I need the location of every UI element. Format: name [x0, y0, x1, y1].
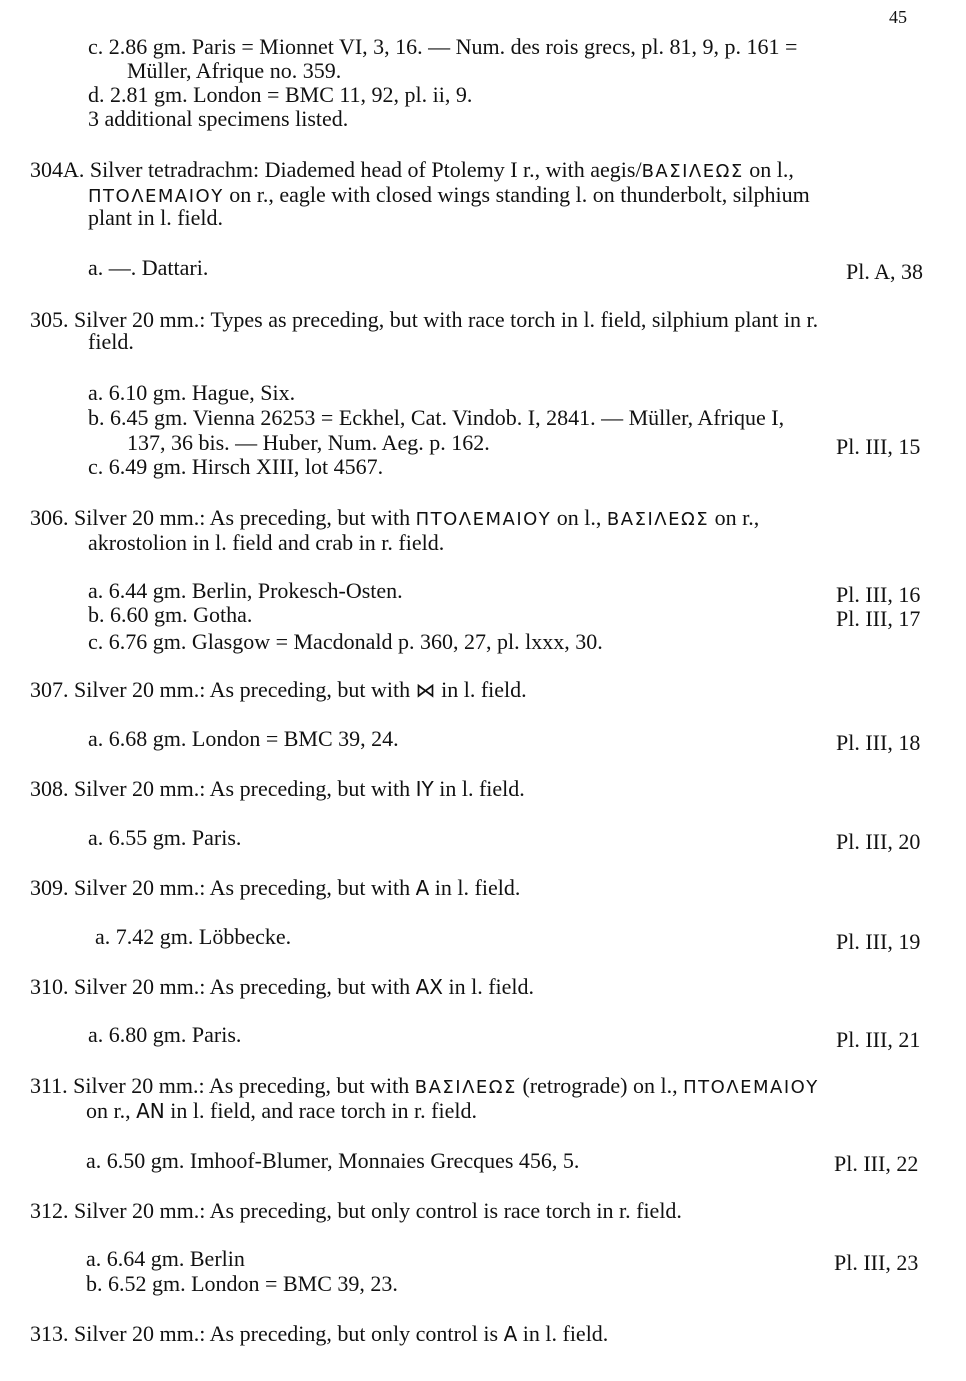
plate-reference: Pl. III, 18	[836, 730, 921, 755]
monogram-icon: Α	[503, 1322, 518, 1346]
plate-reference: Pl. III, 15	[836, 434, 921, 459]
text-line: d. 2.81 gm. London = BMC 11, 92, pl. ii, 9.	[88, 82, 473, 107]
specimen-line: c. 6.76 gm. Glasgow = Macdonald p. 360, 27, pl. lxxx, 30.	[88, 629, 603, 654]
specimen-line: a. 6.80 gm. Paris.	[88, 1022, 242, 1047]
plate-reference: Pl. III, 16	[836, 582, 921, 607]
greek-legend: ΠΤΟΛΕΜΑΙΟΥ	[88, 186, 224, 207]
greek-legend: ΠΤΟΛΕΜΑΙΟΥ	[683, 1077, 819, 1098]
entry-heading-308: 308. Silver 20 mm.: As preceding, but with ΙΥ in l. field.	[30, 776, 525, 801]
greek-legend: ΒΑΣΙΛΕΩΣ	[414, 1077, 517, 1098]
entry-heading-307: 307. Silver 20 mm.: As preceding, but with ⋈ in l. field.	[30, 677, 527, 702]
plate-reference: Pl. III, 20	[836, 829, 921, 854]
entry-heading-309: 309. Silver 20 mm.: As preceding, but with Α in l. field.	[30, 875, 521, 900]
text-line: on r., ΑΝ in l. field, and race torch in r. field.	[86, 1098, 477, 1123]
greek-legend: ΒΑΣΙΛΕΩΣ	[641, 161, 744, 182]
specimen-line: a. 6.50 gm. Imhoof-Blumer, Monnaies Grecques 456, 5.	[86, 1148, 580, 1173]
plate-reference: Pl. III, 17	[836, 606, 921, 631]
greek-legend: ΠΤΟΛΕΜΑΙΟΥ	[415, 509, 552, 530]
specimen-line: a. 7.42 gm. Löbbecke.	[95, 924, 292, 949]
plate-reference: Pl. A, 38	[846, 259, 924, 284]
greek-legend: ΒΑΣΙΛΕΩΣ	[606, 509, 710, 530]
monogram-icon: ΑΧ	[415, 975, 443, 999]
monogram-icon: ΙΥ	[415, 777, 434, 801]
entry-heading-312: 312. Silver 20 mm.: As preceding, but only control is race torch in r. field.	[30, 1198, 682, 1223]
specimen-line: a. 6.68 gm. London = BMC 39, 24.	[88, 726, 399, 751]
specimen-line: a. 6.10 gm. Hague, Six.	[88, 380, 296, 405]
plate-reference: Pl. III, 19	[836, 929, 921, 954]
specimen-line: a. —. Dattari.	[88, 255, 209, 280]
text-line: ΠΤΟΛΕΜΑΙΟΥ on r., eagle with closed wings standing l. on thunderbolt, silphium	[88, 182, 810, 207]
entry-heading-310: 310. Silver 20 mm.: As preceding, but with ΑΧ in l. field.	[30, 974, 535, 999]
specimen-line: a. 6.44 gm. Berlin, Prokesch-Osten.	[88, 578, 403, 603]
plate-reference: Pl. III, 21	[836, 1027, 921, 1052]
plate-reference: Pl. III, 22	[834, 1151, 919, 1176]
text-line: field.	[88, 329, 134, 354]
entry-heading-311: 311. Silver 20 mm.: As preceding, but with ΒΑΣΙΛΕΩΣ (retrograde) on l., ΠΤΟΛΕΜΑΙΟΥ	[30, 1073, 819, 1098]
text-line: Müller, Afrique no. 359.	[127, 58, 342, 83]
specimen-line: a. 6.64 gm. Berlin	[86, 1246, 245, 1271]
entry-heading-313: 313. Silver 20 mm.: As preceding, but only control is Α in l. field.	[30, 1321, 609, 1346]
monogram-icon: ΑΝ	[136, 1099, 165, 1123]
entry-heading-305: 305. Silver 20 mm.: Types as preceding, but with race torch in l. field, silphium plant in r.	[30, 307, 819, 332]
page-number: 45	[889, 7, 907, 27]
specimen-line: b. 6.45 gm. Vienna 26253 = Eckhel, Cat. Vindob. I, 2841. — Müller, Afrique I,	[88, 405, 785, 430]
plate-reference: Pl. III, 23	[834, 1250, 919, 1275]
text-line: akrostolion in l. field and crab in r. field.	[88, 530, 445, 555]
text-line: 3 additional specimens listed.	[88, 106, 349, 131]
specimen-line: b. 6.52 gm. London = BMC 39, 23.	[86, 1271, 398, 1296]
text-line: plant in l. field.	[88, 205, 224, 230]
text-line: c. 2.86 gm. Paris = Mionnet VI, 3, 16. — Num. des rois grecs, pl. 81, 9, p. 161 =	[88, 34, 798, 59]
monogram-icon: Α	[415, 876, 430, 900]
specimen-line: c. 6.49 gm. Hirsch XIII, lot 4567.	[88, 454, 384, 479]
specimen-line: a. 6.55 gm. Paris.	[88, 825, 242, 850]
text-line: 137, 36 bis. — Huber, Num. Aeg. p. 162.	[127, 430, 490, 455]
entry-heading-304a: 304A. Silver tetradrachm: Diademed head of Ptolemy I r., with aegis/ΒΑΣΙΛΕΩΣ on l.,	[30, 157, 794, 182]
monogram-icon: ⋈	[415, 678, 436, 702]
specimen-line: b. 6.60 gm. Gotha.	[88, 602, 253, 627]
entry-heading-306: 306. Silver 20 mm.: As preceding, but with ΠΤΟΛΕΜΑΙΟΥ on l., ΒΑΣΙΛΕΩΣ on r.,	[30, 505, 760, 530]
